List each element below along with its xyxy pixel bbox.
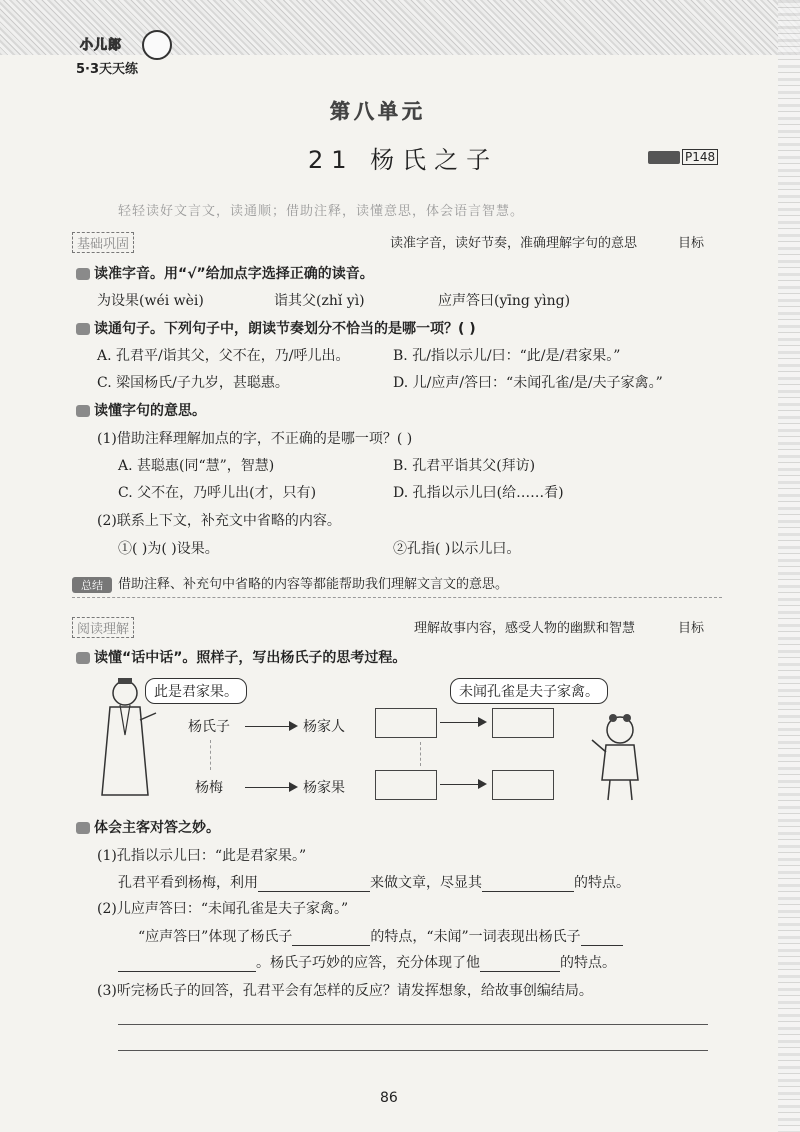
section-basic-goal-tag: 目标 [678, 236, 705, 251]
q3-fill-a[interactable]: ①( )为( )设果。 [118, 541, 219, 557]
section-reading-label: 阅读理解 [72, 617, 134, 638]
unit-heading: 第八单元 [330, 99, 426, 123]
q1-item-3[interactable]: 应声答曰(yīng yìng) [438, 293, 571, 309]
answer-line-2[interactable] [118, 1050, 708, 1051]
q5-blank-5[interactable] [118, 955, 256, 972]
section-basic-goal: 读准字音，读好节奏，准确理解字句的意思 [390, 236, 638, 251]
q4-number-icon [76, 652, 90, 664]
q3-option-c[interactable]: C. 父不在，乃呼儿出(才，只有) [118, 485, 317, 501]
q3-fill-b[interactable]: ②孔指( )以示儿曰。 [393, 541, 521, 557]
q3-option-a[interactable]: A. 甚聪惠(同“慧”，智慧) [118, 458, 275, 474]
logo-top-text: 小儿郎 [80, 38, 123, 53]
page-number: 86 [380, 1090, 398, 1106]
q2-prompt: 读通句子。下列句子中，朗读节奏划分不恰当的是哪一项？( ) [76, 318, 476, 338]
q5-number-icon [76, 822, 90, 834]
q2-number-icon [76, 323, 90, 335]
answer-arrow-2-line [440, 784, 480, 785]
q4-prompt: 读懂“话中话”。照样子，写出杨氏子的思考过程。 [76, 647, 406, 667]
q5-blank-4[interactable] [581, 929, 623, 946]
q5-blank-6[interactable] [480, 955, 560, 972]
q5-sub1: (1)孔指以示儿曰：“此是君家果。” [97, 848, 307, 864]
answer-ref-page: P148 [682, 149, 718, 165]
q1-number-icon [76, 268, 90, 280]
q3-option-d[interactable]: D. 孔指以示儿曰(给……看) [393, 485, 564, 501]
chain-item-4: 杨家果 [303, 780, 345, 796]
tip-text: 借助注释、补充句中省略的内容等都能帮助我们理解文言文的意思。 [118, 577, 509, 592]
q3-sub1: (1)借助注释理解加点的字，不正确的是哪一项？( ) [97, 431, 413, 447]
q5-prompt: 体会主客对答之妙。 [76, 817, 220, 837]
q2-option-a[interactable]: A. 孔君平/诣其父，父不在，乃/呼儿出。 [97, 348, 350, 364]
q2-option-b[interactable]: B. 孔/指以示儿/曰：“此/是/君家果。” [393, 348, 621, 364]
answer-arrow-1-line [440, 722, 480, 723]
q5-sub2-line-1: “应声答曰”体现了杨氏子 的特点，“未闻”一词表现出杨氏子 [138, 926, 623, 946]
answer-box-3[interactable] [375, 770, 437, 800]
q5-sub2: (2)儿应声答曰：“未闻孔雀是夫子家禽。” [97, 901, 349, 917]
answer-arrow-2-icon [478, 779, 487, 789]
section-reading-goal-tag: 目标 [678, 621, 705, 636]
q5-blank-1[interactable] [258, 875, 370, 892]
chain-item-3: 杨梅 [195, 780, 223, 796]
section-reading-goal: 理解故事内容，感受人物的幽默和智慧 [414, 621, 636, 636]
chain-arrow-2-icon [289, 782, 298, 792]
lesson-title: 21 杨氏之子 [308, 146, 499, 174]
q3-prompt: 读懂字句的意思。 [76, 400, 206, 420]
q2-option-d[interactable]: D. 儿/应声/答曰：“未闻孔雀/是/夫子家禽。” [393, 375, 663, 391]
speech-bubble-right: 未闻孔雀是夫子家禽。 [450, 678, 608, 704]
q1-prompt: 读准字音。用“√”给加点字选择正确的读音。 [76, 263, 374, 283]
chain-arrow-2-line [245, 787, 291, 788]
q5-sub1-line: 孔君平看到杨梅，利用 来做文章，尽显其 的特点。 [118, 875, 630, 891]
answer-box-2[interactable] [492, 708, 554, 738]
section-reading [72, 617, 722, 638]
q5-sub2-line-2: 。杨氏子巧妙的应答，充分体现了他 的特点。 [118, 952, 616, 972]
logo-main-text: 5·3天天练 [76, 62, 139, 77]
tip-badge: 总结 [72, 577, 112, 593]
chain-arrow-1-line [245, 726, 291, 727]
chain-vertical-dashed [210, 740, 211, 770]
section-basic [72, 232, 722, 253]
q3-sub2: (2)联系上下文，补充文中省略的内容。 [97, 513, 341, 529]
q5-sub3: (3)听完杨氏子的回答，孔君平会有怎样的反应？请发挥想象，给故事创编结局。 [97, 983, 593, 999]
brand-logo [70, 30, 170, 77]
speech-bubble-left: 此是君家果。 [145, 678, 247, 704]
q3-option-b[interactable]: B. 孔君平诣其父(拜访) [393, 458, 536, 474]
q2-option-c[interactable]: C. 梁国杨氏/子九岁，甚聪惠。 [97, 375, 289, 391]
chain-arrow-1-icon [289, 721, 298, 731]
answer-arrow-1-icon [478, 717, 487, 727]
q1-item-2[interactable]: 诣其父(zhǐ yì) [274, 293, 365, 309]
answer-line-1[interactable] [118, 1024, 708, 1025]
section-basic-label: 基础巩固 [72, 232, 134, 253]
mascot-face-icon [142, 30, 172, 60]
answer-ref [648, 150, 718, 164]
q5-blank-2[interactable] [482, 875, 574, 892]
summary-tip [72, 573, 508, 593]
right-edge-scan-noise [778, 0, 800, 1132]
answer-box-1[interactable] [375, 708, 437, 738]
q5-blank-3[interactable] [292, 929, 370, 946]
child-illustration-icon [588, 710, 648, 805]
answer-box-4[interactable] [492, 770, 554, 800]
lesson-intro: 轻轻读好文言文，读通顺；借助注释，读懂意思，体会语言智慧。 [118, 204, 525, 219]
chain-item-1: 杨氏子 [188, 719, 230, 735]
answer-tag-icon [648, 151, 680, 164]
chain-item-2: 杨家人 [303, 719, 345, 735]
tip-divider [72, 597, 722, 598]
answer-vertical-dashed [420, 742, 421, 766]
q1-item-1[interactable]: 为设果(wéi wèi) [97, 293, 204, 309]
q3-number-icon [76, 405, 90, 417]
